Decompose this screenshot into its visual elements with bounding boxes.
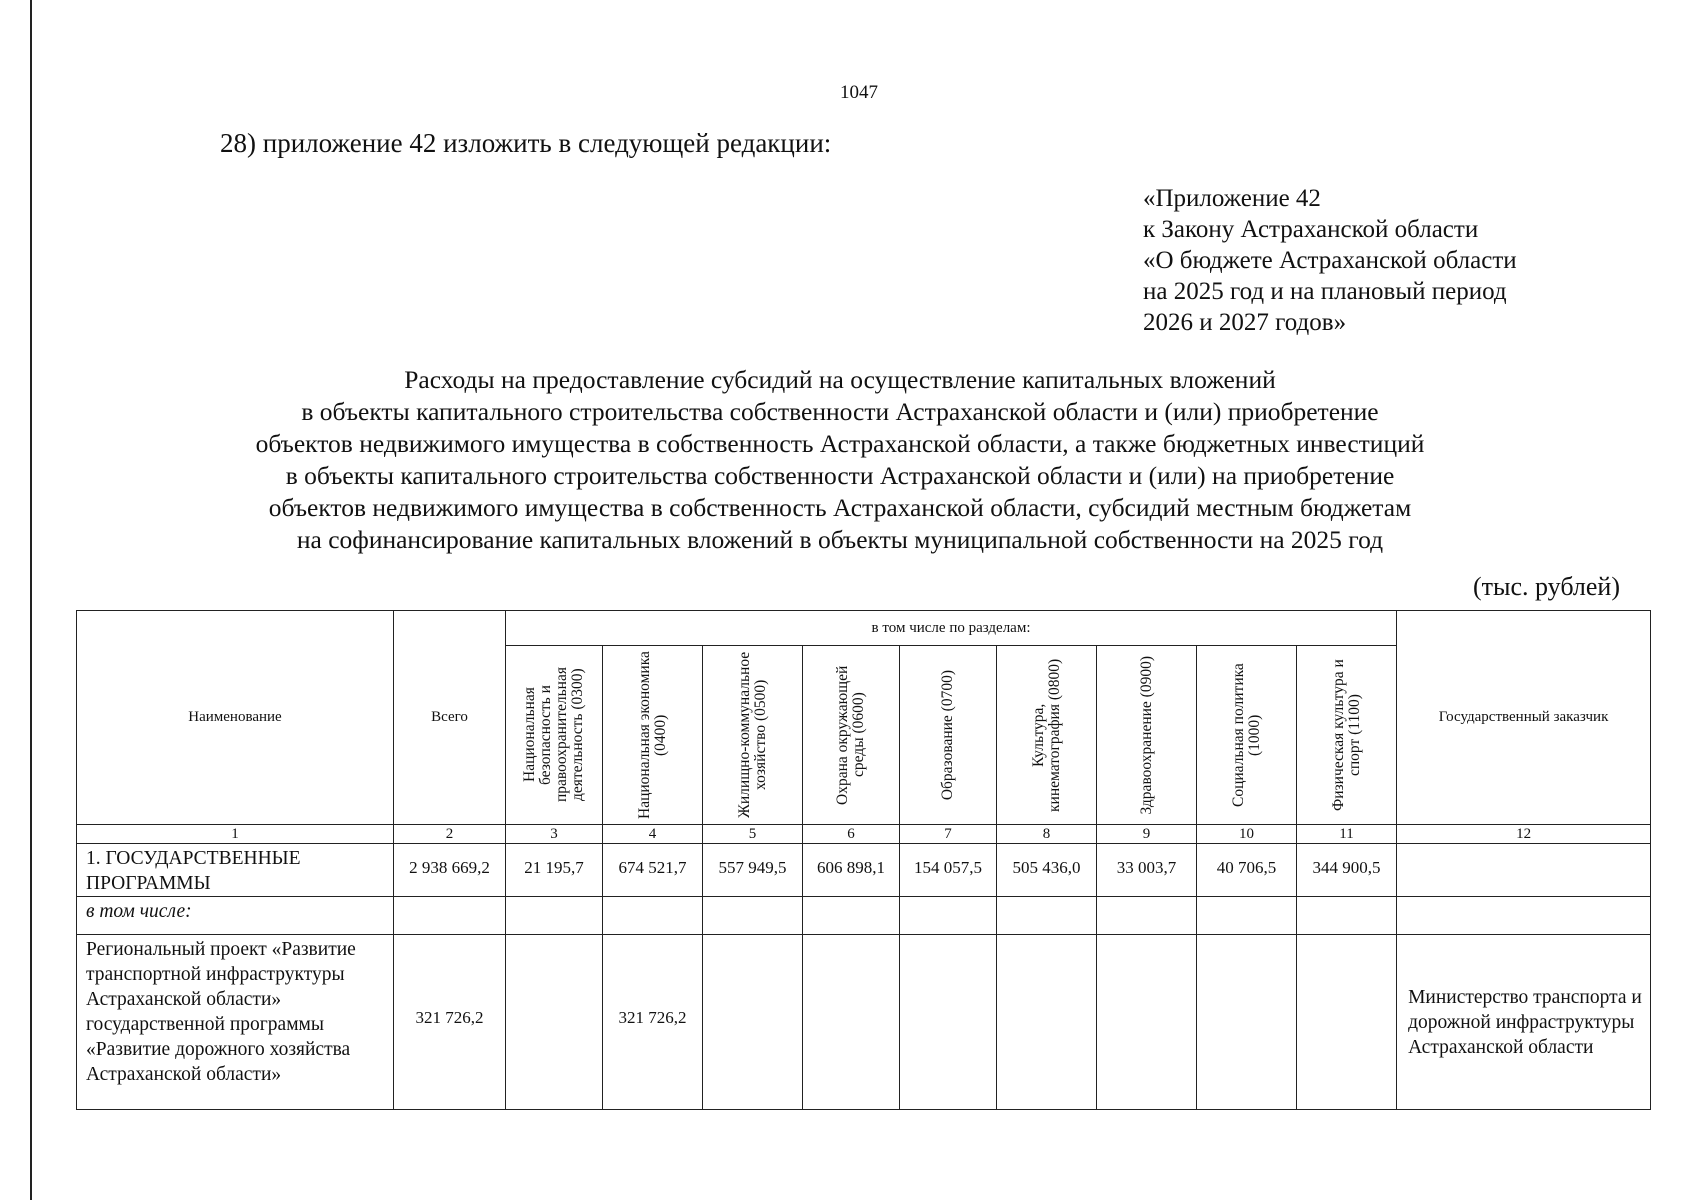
row-value	[997, 897, 1097, 935]
header-section-0800	[997, 646, 1097, 825]
appendix-line: к Закону Астраханской области	[1143, 216, 1479, 243]
header-section-0600	[803, 646, 900, 825]
column-number: 10	[1197, 825, 1297, 844]
row-value: 33 003,7	[1097, 844, 1197, 897]
header-name: Наименование	[77, 611, 394, 825]
header-section-0400	[603, 646, 703, 825]
heading-line: объектов недвижимого имущества в собственность Астраханской области, а также бюджетных инвестиций	[255, 429, 1425, 458]
row-value	[1097, 897, 1197, 935]
table-row	[77, 897, 1651, 935]
table-row	[77, 844, 1651, 897]
section-label: Социальная политика (1000)	[1229, 663, 1263, 807]
header-sections-group: в том числе по разделам:	[506, 611, 1397, 646]
intro-text: 28) приложение 42 изложить в следующей редакции:	[220, 128, 832, 158]
column-number-row	[77, 825, 1651, 844]
section-label: Национальная безопасность и правоохранительная деятельность (0300)	[521, 667, 586, 803]
row-total	[394, 897, 506, 935]
page-margin-line	[30, 0, 32, 1200]
row-value	[803, 897, 900, 935]
row-value: 21 195,7	[506, 844, 603, 897]
row-value	[506, 935, 603, 1110]
row-value	[603, 897, 703, 935]
row-value	[900, 935, 997, 1110]
row-value	[1097, 935, 1197, 1110]
budget-table	[76, 610, 1651, 1110]
row-value: 40 706,5	[1197, 844, 1297, 897]
row-value: 321 726,2	[603, 935, 703, 1110]
row-value	[1297, 897, 1397, 935]
row-value: 674 521,7	[603, 844, 703, 897]
header-section-1000	[1197, 646, 1297, 825]
appendix-line: «Приложение 42	[1143, 185, 1321, 212]
column-number: 2	[394, 825, 506, 844]
row-total: 321 726,2	[394, 935, 506, 1110]
row-name: Региональный проект «Развитие транспортной инфраструктуры Астраханской области» государственной программы «Развитие дорожного хозяйства Астраханской области»	[77, 935, 394, 1110]
row-customer	[1397, 844, 1651, 897]
column-number: 11	[1297, 825, 1397, 844]
units-label: (тыс. рублей)	[1472, 572, 1620, 601]
header-total: Всего	[394, 611, 506, 825]
section-label: Жилищно-коммунальное хозяйство (0500)	[735, 651, 769, 819]
row-customer	[1397, 897, 1651, 935]
appendix-line: 2026 и 2027 годов»	[1143, 309, 1347, 336]
appendix-line: «О бюджете Астраханской области	[1143, 247, 1517, 274]
column-number: 5	[703, 825, 803, 844]
page-number: 1047	[840, 82, 878, 103]
section-label: Охрана окружающей среды (0600)	[834, 665, 867, 805]
row-value	[1197, 897, 1297, 935]
header-section-0900	[1097, 646, 1197, 825]
heading-line: на софинансирование капитальных вложений в объекты муниципальной собственности на 2025 год	[296, 525, 1384, 554]
column-number: 1	[77, 825, 394, 844]
table-row	[77, 935, 1651, 1110]
row-value: 344 900,5	[1297, 844, 1397, 897]
column-number: 6	[803, 825, 900, 844]
row-value: 606 898,1	[803, 844, 900, 897]
row-value	[1197, 935, 1297, 1110]
row-value	[1297, 935, 1397, 1110]
row-value: 505 436,0	[997, 844, 1097, 897]
row-value: 154 057,5	[900, 844, 997, 897]
row-name: в том числе:	[77, 897, 394, 935]
header-section-0700	[900, 646, 997, 825]
appendix-header	[1143, 183, 1517, 338]
row-customer: Министерство транспорта и дорожной инфраструктуры Астраханской области	[1397, 935, 1651, 1110]
header-section-1100	[1297, 646, 1397, 825]
column-number: 3	[506, 825, 603, 844]
table-header-row	[77, 611, 1651, 646]
column-number: 12	[1397, 825, 1651, 844]
column-number: 7	[900, 825, 997, 844]
row-value: 557 949,5	[703, 844, 803, 897]
row-value	[997, 935, 1097, 1110]
heading-line: объектов недвижимого имущества в собственность Астраханской области, субсидий местным бюджетам	[268, 493, 1412, 522]
row-value	[900, 897, 997, 935]
row-value	[703, 935, 803, 1110]
row-value	[506, 897, 603, 935]
header-section-0500	[703, 646, 803, 825]
heading-line: в объекты капитального строительства собственности Астраханской области и (или) приобретение	[301, 397, 1379, 426]
section-label: Культура, кинематография (0800)	[1029, 658, 1063, 812]
heading-line: в объекты капитального строительства собственности Астраханской области и (или) на приобретение	[285, 461, 1395, 490]
appendix-line: на 2025 год и на плановый период	[1143, 278, 1507, 305]
heading-line: Расходы на предоставление субсидий на осуществление капитальных вложений	[404, 365, 1276, 394]
document-heading	[150, 364, 1530, 556]
column-number: 9	[1097, 825, 1197, 844]
header-customer: Государственный заказчик	[1397, 611, 1651, 825]
row-total: 2 938 669,2	[394, 844, 506, 897]
section-label: Национальная экономика (0400)	[635, 651, 669, 819]
section-label: Физическая культура и спорт (1100)	[1329, 659, 1363, 811]
row-value	[803, 935, 900, 1110]
column-number: 4	[603, 825, 703, 844]
row-name: 1. ГОСУДАРСТВЕННЫЕ ПРОГРАММЫ	[77, 844, 394, 897]
section-label: Образование (0700)	[939, 669, 956, 801]
header-section-0300	[506, 646, 603, 825]
section-label: Здравоохранение (0900)	[1137, 655, 1155, 815]
column-number: 8	[997, 825, 1097, 844]
row-value	[703, 897, 803, 935]
